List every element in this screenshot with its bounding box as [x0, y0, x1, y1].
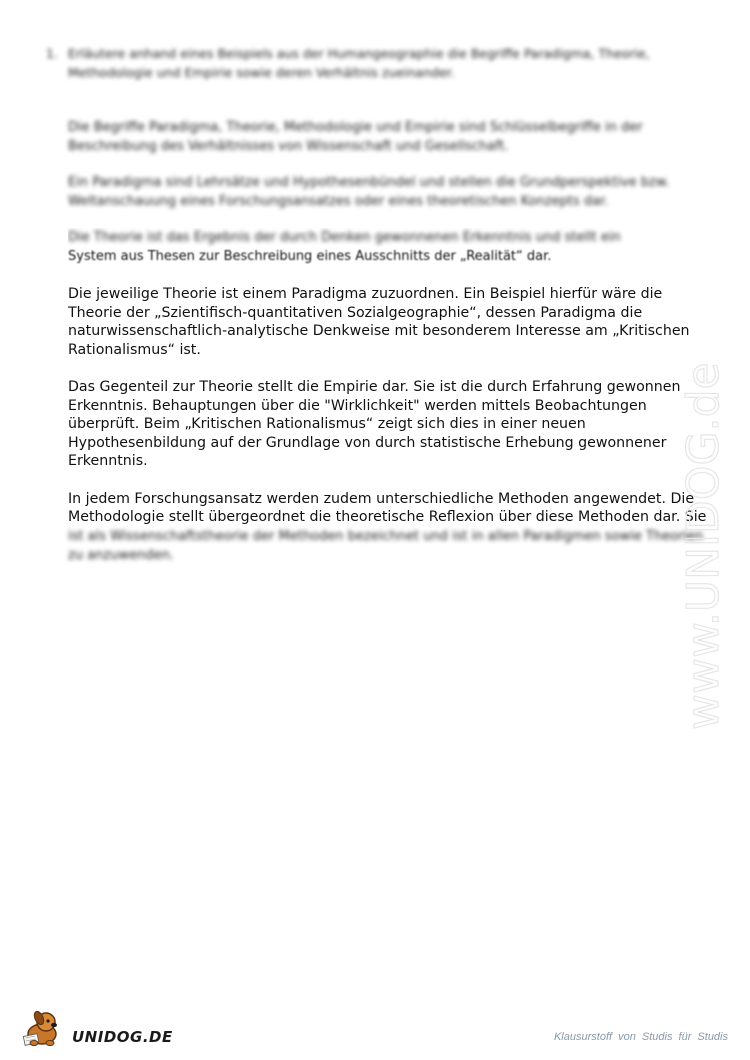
- blurred-paragraph-transition: [68, 228, 708, 266]
- blurred-paragraph: Die Begriffe Paradigma, Theorie, Methodologie und Empirie sind Schlüsselbegriffe in der Beschreibung des Verhältnisses von Wissenschaft und Gesellschaft.: [68, 120, 643, 154]
- footer: [0, 1000, 750, 1060]
- footer-tagline: Klausurstoff von Studis für Studis: [553, 1031, 728, 1043]
- document-content: [46, 44, 708, 578]
- unidog-logo: [20, 1008, 180, 1048]
- logo-text: UNIDOG.DE: [72, 1028, 173, 1046]
- paragraph-methodology: In jedem Forschungsansatz werden zudem unterschiedliche Methoden angewendet. Die Methodologie stellt übergeordnet die theoretische Reflexion über diese Methoden dar. Sie: [68, 490, 707, 525]
- watermark: [676, 270, 736, 740]
- paragraph-empirie: Das Gegenteil zur Theorie stellt die Empirie dar. Sie ist die durch Erfahrung gewonnen Erkenntnis. Behauptungen über die "Wirklichkeit" werden mittels Beobachtungen überprüft. Beim „Kritischen Rationalismus“ zeigt sich dies in einer neuen Hypothesenbildung auf der Grundlage von durch statistische Erhebung gewonnener Erkenntnis.: [68, 379, 681, 469]
- blurred-paragraph: Die Theorie ist das Ergebnis der durch Denken gewonnenen Erkenntnis und stellt ein: [68, 230, 621, 245]
- question-number: 1.: [46, 46, 58, 61]
- dog-mascot-icon: [20, 1008, 76, 1048]
- watermark-text: www.UNIDOG.de: [678, 362, 729, 730]
- partial-line: System aus Thesen zur Beschreibung eines Ausschnitts der „Realität“ dar.: [68, 249, 552, 264]
- paragraph-theory: Die jeweilige Theorie ist einem Paradigma zuzuordnen. Ein Beispiel hierfür wäre die Theorie der „Szientifisch-quantitativen Sozialgeographie“, dessen Paradigma die naturwissenschaftlich-analytische Denkweise mit besonderem Interesse am „Kritischen Rationalismus“ ist.: [68, 286, 690, 358]
- paragraph-methodology-block: [68, 490, 708, 565]
- question: [46, 44, 708, 82]
- blurred-paragraph: ist als Wissenschaftstheorie der Methoden bezeichnet und ist in allen Paradigmen sowie Theorien zu anzuwenden.: [68, 528, 704, 563]
- blurred-paragraph: Ein Paradigma sind Lehrsätze und Hypothesenbündel und stellen die Grundperspektive bzw. Weltanschauung eines Forschungsansatzes oder eines theoretischen Konzepts dar.: [68, 175, 670, 209]
- question-text: Erläutere anhand eines Beispiels aus der Humangeographie die Begriffe Paradigma, Theorie, Methodologie und Empirie sowie deren Verhältnis zueinander.: [68, 46, 650, 80]
